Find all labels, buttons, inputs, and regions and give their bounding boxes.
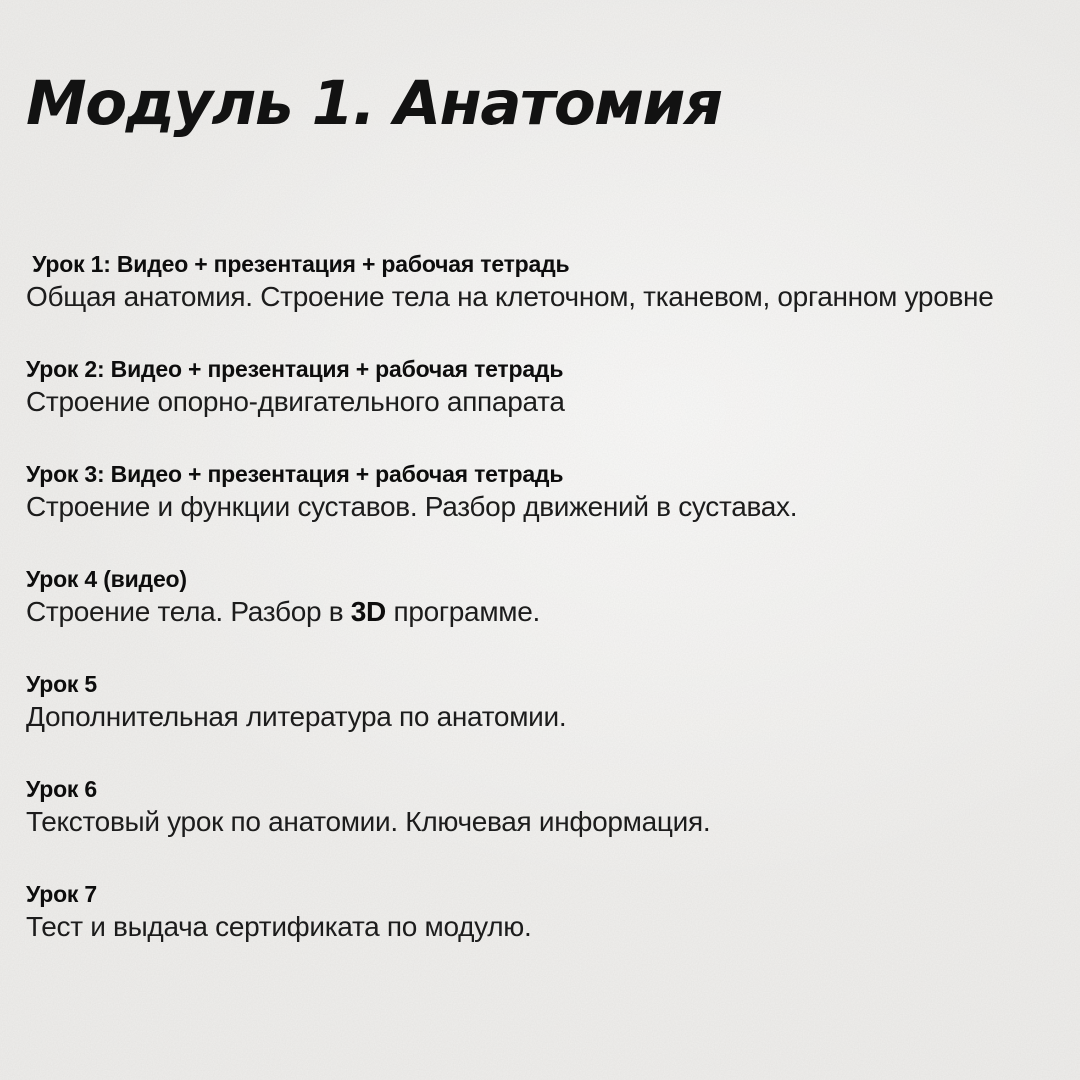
description-segment: Строение опорно-двигательного аппарата	[26, 386, 565, 417]
lesson-header: Урок 4 (видео)	[26, 566, 187, 592]
lesson-header: Урок 2: Видео + презентация + рабочая тетрадь	[26, 356, 564, 382]
description-segment: Общая анатомия. Строение тела на клеточном, тканевом, органном уровне	[26, 281, 994, 312]
lesson-item	[26, 563, 1056, 629]
description-bold-segment: 3D	[350, 596, 386, 627]
lesson-header: Урок 6	[26, 776, 98, 802]
lesson-description	[26, 910, 1056, 944]
lesson-description	[26, 595, 1056, 629]
description-segment: программе.	[385, 596, 540, 627]
lesson-description	[26, 805, 1056, 839]
lesson-header: Урок 7	[26, 881, 98, 907]
lesson-header: Урок 5	[26, 671, 98, 697]
lesson-item	[26, 248, 1056, 314]
lesson-item	[26, 878, 1056, 944]
page-title: Модуль 1. Анатомия	[26, 68, 722, 139]
description-segment: Строение тела. Разбор в	[26, 596, 351, 627]
description-segment: Текстовый урок по анатомии. Ключевая информация.	[26, 806, 711, 837]
lesson-header: Урок 1: Видео + презентация + рабочая тетрадь	[26, 251, 570, 277]
lesson-description	[26, 280, 1056, 314]
lesson-item	[26, 458, 1056, 524]
lesson-description	[26, 385, 1056, 419]
lesson-item	[26, 353, 1056, 419]
lesson-item	[26, 773, 1056, 839]
description-segment: Тест и выдача сертификата по модулю.	[26, 911, 532, 942]
lesson-list	[26, 248, 1056, 944]
description-segment: Строение и функции суставов. Разбор движений в суставах.	[26, 491, 798, 522]
lesson-item	[26, 668, 1056, 734]
lesson-description	[26, 490, 1056, 524]
description-segment: Дополнительная литература по анатомии.	[26, 701, 567, 732]
lesson-description	[26, 700, 1056, 734]
lesson-header: Урок 3: Видео + презентация + рабочая тетрадь	[26, 461, 564, 487]
